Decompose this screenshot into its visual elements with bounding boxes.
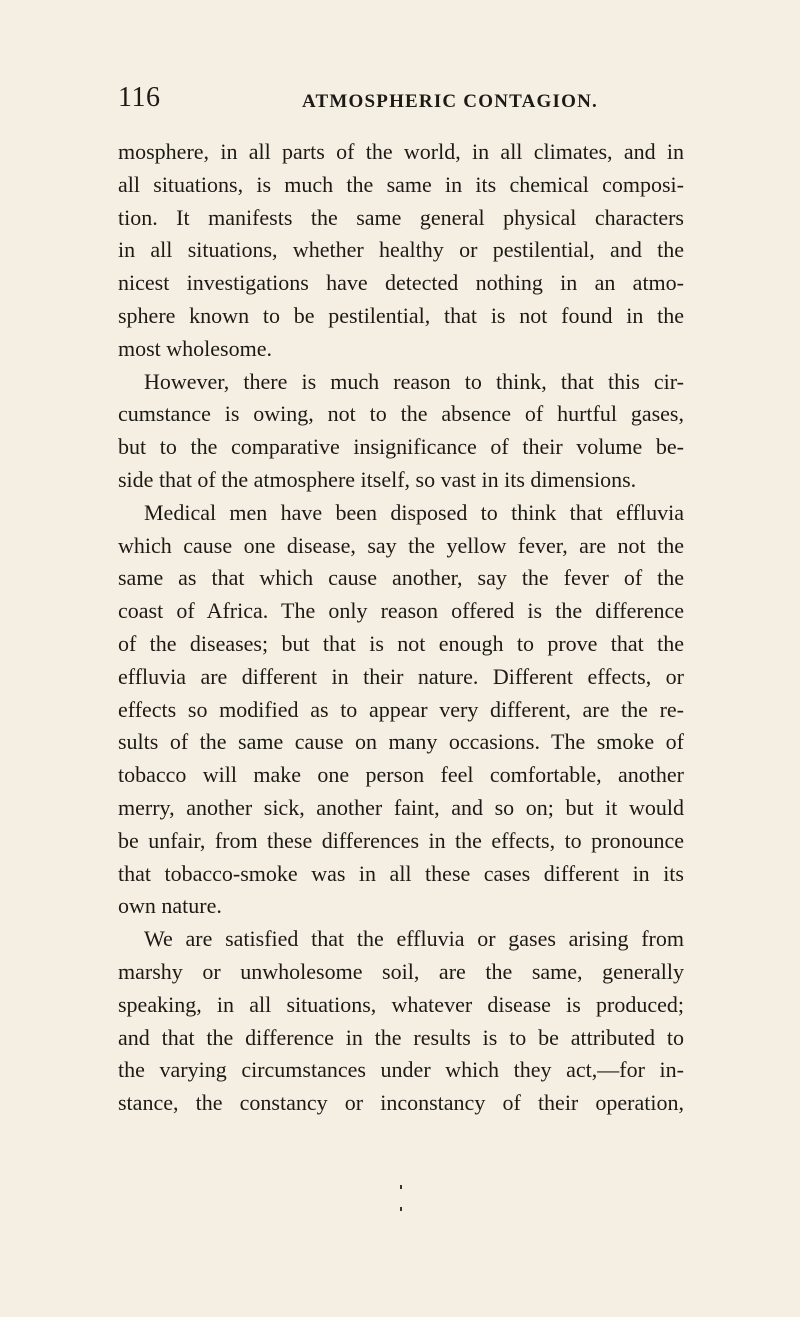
text-line: that tobacco-smoke was in all these cases different in its <box>118 860 684 886</box>
text-line: which cause one disease, say the yellow fever, are not the <box>118 532 684 558</box>
text-line: be unfair, from these differences in the effects, to pronounce <box>118 827 684 853</box>
text-line: the varying circumstances under which they act,—for in- <box>118 1057 684 1083</box>
print-specks <box>398 1185 404 1215</box>
text-line: but to the comparative insignificance of their volume be- <box>118 434 684 460</box>
speck <box>400 1207 402 1211</box>
text-line: of the diseases; but that is not enough to prove that the <box>118 630 684 656</box>
text-line: However, there is much reason to think, that this cir- <box>144 368 684 394</box>
text-line: sphere known to be pestilential, that is not found in the <box>118 302 684 328</box>
text-line: sults of the same cause on many occasions. The smoke of <box>118 729 684 755</box>
text-line: nicest investigations have detected nothing in an atmo- <box>118 270 684 296</box>
page-number: 116 <box>118 82 161 113</box>
text-line: most wholesome. <box>118 335 272 361</box>
text-line: stance, the constancy or inconstancy of their operation, <box>118 1090 684 1116</box>
text-line: Medical men have been disposed to think that effluvia <box>144 499 684 525</box>
text-line: cumstance is owing, not to the absence of hurtful gases, <box>118 401 684 427</box>
text-line: effects so modified as to appear very different, are the re- <box>118 696 684 722</box>
text-line: side that of the atmosphere itself, so vast in its dimensions. <box>118 466 637 492</box>
text-line: in all situations, whether healthy or pestilential, and the <box>118 237 684 263</box>
text-line: effluvia are different in their nature. Different effects, or <box>118 663 684 689</box>
text-line: We are satisfied that the effluvia or gases arising from <box>144 926 684 952</box>
text-line: merry, another sick, another faint, and so on; but it would <box>118 794 684 820</box>
text-line: same as that which cause another, say the fever of the <box>118 565 684 591</box>
text-line: all situations, is much the same in its chemical composi- <box>118 171 684 197</box>
text-line: coast of Africa. The only reason offered is the difference <box>118 598 684 624</box>
text-line: speaking, in all situations, whatever disease is produced; <box>118 991 684 1017</box>
text-line: own nature. <box>118 893 222 919</box>
text-line: tion. It manifests the same general physical characters <box>118 204 684 230</box>
page-header <box>118 82 678 116</box>
text-line: marshy or unwholesome soil, are the same, generally <box>118 958 684 984</box>
text-line: tobacco will make one person feel comfortable, another <box>118 762 684 788</box>
text-line: and that the difference in the results is to be attributed to <box>118 1024 684 1050</box>
speck <box>400 1185 402 1189</box>
running-head: ATMOSPHERIC CONTAGION. <box>302 91 598 112</box>
text-line: mosphere, in all parts of the world, in all climates, and in <box>118 139 684 164</box>
body-text <box>118 136 684 1120</box>
